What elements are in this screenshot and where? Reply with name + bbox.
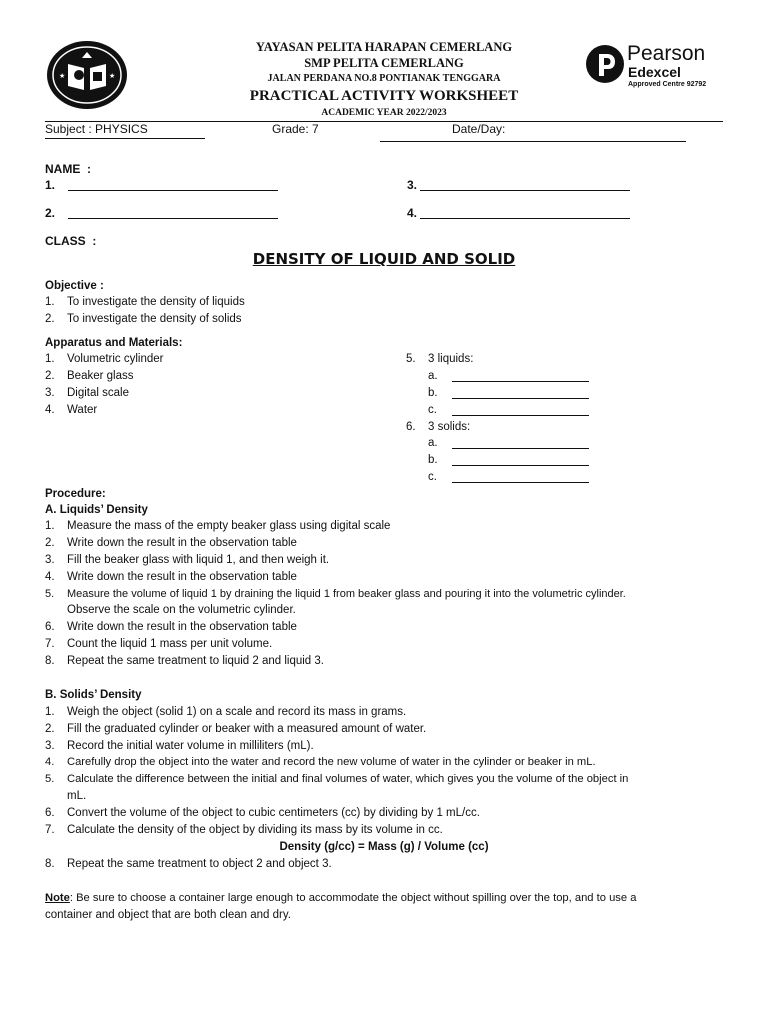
worksheet-title: PRACTICAL ACTIVITY WORKSHEET xyxy=(249,88,519,104)
name-4-number: 4. xyxy=(407,206,418,220)
pearson-wordmark: Pearson xyxy=(627,42,706,65)
approved-centre: Approved Centre 92792 xyxy=(628,81,707,88)
density-formula: Density (g/cc) = Mass (g) / Volume (cc) xyxy=(279,841,489,853)
foundation-name: YAYASAN PELITA HARAPAN CEMERLANG xyxy=(255,40,513,54)
grade-label: Grade: 7 xyxy=(272,122,319,136)
subject-label: Subject : PHYSICS xyxy=(45,122,148,136)
liquids-density-heading: A. Liquids’ Density xyxy=(45,504,148,516)
name-label: NAME : xyxy=(45,162,91,176)
liquid-b-field[interactable] xyxy=(452,398,589,399)
solids-density-heading: B. Solids’ Density xyxy=(45,689,142,701)
name-3-number: 3. xyxy=(407,178,418,192)
solid-b-field[interactable] xyxy=(452,465,589,466)
date-label: Date/Day: xyxy=(452,122,506,136)
subject-underline xyxy=(45,138,205,139)
school-address: JALAN PERDANA NO.8 PONTIANAK TENGGARA xyxy=(267,73,501,84)
name-2-field[interactable] xyxy=(68,218,278,219)
name-4-field[interactable] xyxy=(420,218,630,219)
procedure-b-item-cont: mL. xyxy=(67,790,87,802)
svg-text:★: ★ xyxy=(109,72,116,80)
class-label: CLASS : xyxy=(45,234,97,248)
liquid-c-field[interactable] xyxy=(452,415,589,416)
name-1-number: 1. xyxy=(45,178,56,192)
apparatus-heading: Apparatus and Materials: xyxy=(45,337,183,349)
procedure-a-item-cont: Observe the scale on the volumetric cylinder. xyxy=(67,604,296,616)
note-line-2: container and object that are both clean and dry. xyxy=(45,909,291,921)
note-line-1: Note: Be sure to choose a container large enough to accommodate the object without spilling over the top, and to use a xyxy=(45,892,637,904)
name-3-field[interactable] xyxy=(420,190,630,191)
edexcel-wordmark: Edexcel xyxy=(628,64,681,80)
solid-a-field[interactable] xyxy=(452,448,589,449)
note-label: Note xyxy=(45,892,70,904)
liquid-a-field[interactable] xyxy=(452,381,589,382)
school-logo xyxy=(46,40,128,110)
solid-c-field[interactable] xyxy=(452,482,589,483)
name-1-field[interactable] xyxy=(68,190,278,191)
procedure-heading: Procedure: xyxy=(45,488,106,500)
pearson-logo xyxy=(585,44,730,92)
school-name: SMP PELITA CEMERLANG xyxy=(304,56,464,70)
worksheet-topic-title: DENSITY OF LIQUID AND SOLID xyxy=(252,250,516,268)
name-2-number: 2. xyxy=(45,206,56,220)
objective-heading: Objective : xyxy=(45,280,104,292)
svg-text:★: ★ xyxy=(59,72,66,80)
academic-year: ACADEMIC YEAR 2022/2023 xyxy=(321,108,447,118)
pearson-p-icon xyxy=(585,44,625,84)
date-underline xyxy=(380,141,686,142)
